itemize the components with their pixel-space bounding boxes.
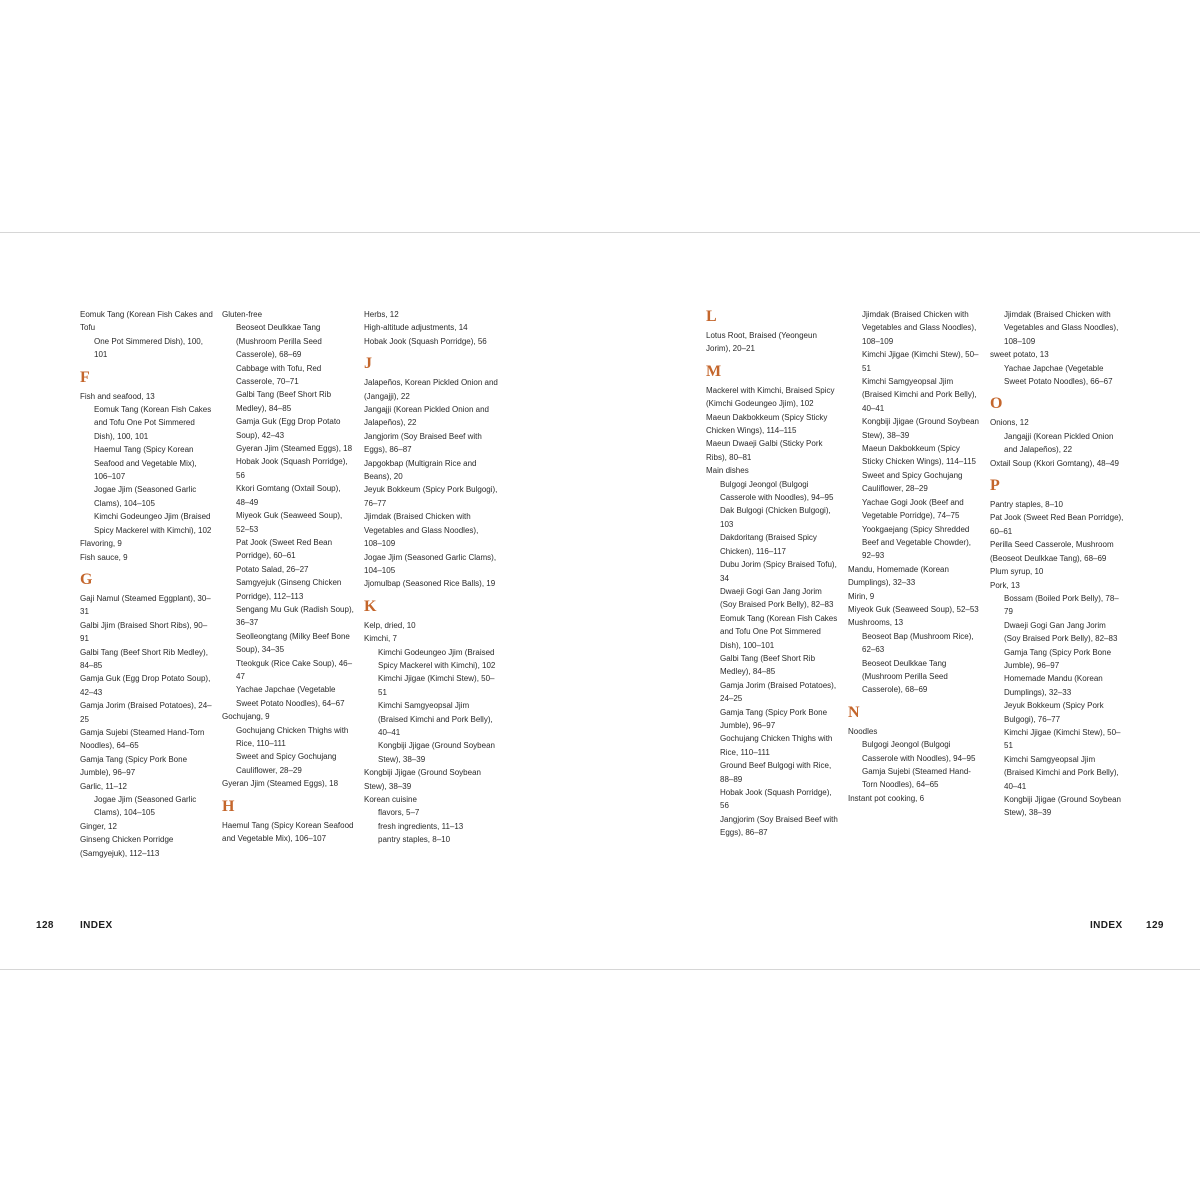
index-entry: Perilla Seed Casserole, Mushroom (Beoseot Deulkkae Tang), 68–69	[990, 540, 1114, 563]
index-entry: sweet potato, 13	[990, 350, 1049, 360]
index-letter-heading: H	[222, 797, 235, 815]
index-entry: Galbi Jjim (Braised Short Ribs), 90–91	[80, 620, 208, 644]
index-entry: Jjimdak (Braised Chicken with Vegetables and Glass Noodles), 108–109	[364, 512, 479, 549]
index-column-2	[222, 308, 356, 845]
index-subentry: Maeun Dakbokkeum (Spicy Sticky Chicken Wings), 114–115	[862, 444, 976, 467]
index-entry: Instant pot cooking, 6	[848, 793, 925, 803]
index-entry: Jogae Jjim (Seasoned Garlic Clams), 104–105	[364, 552, 497, 575]
index-entry: Gamja Sujebi (Steamed Hand-Torn Noodles), 64–65	[80, 727, 205, 751]
index-entry: Flavoring, 9	[80, 539, 122, 549]
index-subentry: Gochujang Chicken Thighs with Rice, 110–111	[236, 725, 349, 748]
index-subentry: Dwaeji Gogi Gan Jang Jorim (Soy Braised Pork Belly), 82–83	[1004, 620, 1118, 644]
index-entry: Main dishes	[706, 466, 749, 476]
index-subentry: Gamja Tang (Spicy Pork Bone Jumble), 96–97	[720, 707, 828, 730]
index-entry: Noodles	[848, 726, 878, 736]
index-letter-heading: J	[364, 355, 372, 373]
index-subentry: Jangajji (Korean Pickled Onion and Jalapeños), 22	[1004, 431, 1114, 455]
index-entry: Onions, 12	[990, 418, 1029, 428]
index-entry: Jalapeños, Korean Pickled Onion and (Jangajji), 22	[364, 378, 498, 401]
index-subentry: Samgyejuk (Ginseng Chicken Porridge), 112–113	[236, 578, 342, 601]
index-column-6	[990, 308, 1124, 820]
index-column-3	[364, 308, 498, 847]
index-column-4	[706, 308, 840, 840]
index-entry: Lotus Root, Braised (Yeongeun Jorim), 20–21	[706, 331, 817, 354]
index-entry: Hobak Jook (Squash Porridge), 56	[364, 336, 487, 346]
index-subentry: Kimchi Samgyeopsal Jjim (Braised Kimchi and Pork Belly), 40–41	[378, 701, 493, 737]
index-subentry: Kongbiji Jjigae (Ground Soybean Stew), 38–39	[378, 741, 495, 764]
index-subentry: Jogae Jjim (Seasoned Garlic Clams), 104–105	[94, 795, 197, 818]
index-subentry: Gyeran Jjim (Steamed Eggs), 18	[236, 444, 353, 454]
index-subentry: Haemul Tang (Spicy Korean Seafood and Vegetable Mix), 106–107	[94, 445, 197, 482]
index-entry: Ginseng Chicken Porridge (Samgyejuk), 112–113	[80, 835, 174, 858]
index-subentry: Dwaeji Gogi Gan Jang Jorim (Soy Braised Pork Belly), 82–83	[720, 586, 834, 610]
index-column-5	[848, 308, 982, 805]
index-subentry: Jjimdak (Braised Chicken with Vegetables and Glass Noodles), 108–109	[862, 310, 977, 346]
index-entry: Ginger, 12	[80, 821, 117, 831]
index-subentry: Gamja Sujebi (Steamed Hand-Torn Noodles), 64–65	[862, 767, 971, 790]
index-subentry: Pat Jook (Sweet Red Bean Porridge), 60–61	[236, 537, 333, 561]
index-subentry: Yachae Gogi Jook (Beef and Vegetable Porridge), 74–75	[862, 497, 964, 521]
index-entry: Fish and seafood, 13	[80, 391, 155, 401]
left-page-number: 128	[36, 920, 54, 931]
index-entry: Maeun Dakbokkeum (Spicy Sticky Chicken Wings), 114–115	[706, 412, 828, 436]
index-subentry: Dubu Jorim (Spicy Braised Tofu), 34	[720, 560, 837, 583]
index-subentry: Gamja Guk (Egg Drop Potato Soup), 42–43	[236, 417, 341, 440]
index-letter-heading: M	[706, 362, 722, 380]
index-subentry: Potato Salad, 26–27	[236, 564, 309, 574]
index-subentry: Beoseot Deulkkae Tang (Mushroom Perilla Seed Casserole), 68–69	[236, 323, 322, 360]
index-subentry: Kongbiji Jjigae (Ground Soybean Stew), 38–39	[1004, 795, 1121, 818]
index-entry: Korean cuisine	[364, 795, 417, 804]
index-subentry: Tteokguk (Rice Cake Soup), 46–47	[236, 658, 353, 681]
index-subentry: Kkori Gomtang (Oxtail Soup), 48–49	[236, 484, 341, 507]
index-entry: Maeun Dwaeji Galbi (Sticky Pork Ribs), 80–81	[706, 439, 823, 462]
index-entry: Gamja Jorim (Braised Potatoes), 24–25	[80, 701, 212, 724]
index-subentry: Yookgaejang (Spicy Shredded Beef and Vegetable Chowder), 92–93	[862, 524, 971, 561]
index-subentry: Dak Bulgogi (Chicken Bulgogi), 103	[720, 506, 831, 529]
index-subentry: Sweet and Spicy Gochujang Cauliflower, 28–29	[236, 752, 337, 775]
right-page-number: 129	[1146, 920, 1164, 931]
index-subentry: Kimchi Jjigae (Kimchi Stew), 50–51	[1004, 727, 1121, 751]
index-subentry: flavors, 5–7	[378, 808, 420, 818]
index-subentry: Jeyuk Bokkeum (Spicy Pork Bulgogi), 76–77	[1004, 701, 1104, 724]
index-entry: Gaji Namul (Steamed Eggplant), 30–31	[80, 593, 211, 617]
index-subentry: Beoseot Bap (Mushroom Rice), 62–63	[862, 631, 974, 655]
index-subentry: Kimchi Jjigae (Kimchi Stew), 50–51	[378, 674, 495, 697]
index-letter-heading: P	[990, 477, 1000, 495]
index-entry: High-altitude adjustments, 14	[364, 323, 468, 333]
index-subentry: fresh ingredients, 11–13	[378, 821, 464, 831]
index-subentry: pantry staples, 8–10	[378, 835, 451, 845]
index-subentry: Yachae Japchae (Vegetable Sweet Potato Noodles), 64–67	[236, 685, 345, 708]
index-subentry: Eomuk Tang (Korean Fish Cakes and Tofu One Pot Simmered Dish), 100, 101	[94, 405, 212, 441]
index-entry: Pantry staples, 8–10	[990, 500, 1063, 510]
index-subentry: Homemade Mandu (Korean Dumplings), 32–33	[1004, 674, 1103, 697]
index-entry: Gluten-free	[222, 310, 263, 319]
index-entry: Jangjorim (Soy Braised Beef with Eggs), 86–87	[364, 431, 482, 455]
index-entry: Mirin, 9	[848, 591, 875, 601]
index-subentry: Yachae Japchae (Vegetable Sweet Potato Noodles), 66–67	[1004, 363, 1113, 387]
index-subentry: Dakdoritang (Braised Spicy Chicken), 116–117	[720, 533, 817, 556]
index-subentry: Jogae Jjim (Seasoned Garlic Clams), 104–105	[94, 485, 197, 508]
left-running-head: INDEX	[80, 920, 113, 931]
index-entry: Pork, 13	[990, 580, 1020, 590]
index-subentry: Kimchi Godeungeo Jjim (Braised Spicy Mackerel with Kimchi), 102	[378, 647, 496, 670]
index-letter-heading: O	[990, 395, 1003, 413]
index-subentry: Hobak Jook (Squash Porridge), 56	[236, 457, 348, 480]
index-letter-heading: L	[706, 308, 717, 325]
index-subentry: Galbi Tang (Beef Short Rib Medley), 84–85	[720, 653, 816, 677]
index-subentry: Gochujang Chicken Thighs with Rice, 110–111	[720, 734, 833, 757]
index-entry: Mushrooms, 13	[848, 618, 904, 628]
index-subentry: Bulgogi Jeongol (Bulgogi Casserole with Noodles), 94–95	[862, 740, 976, 763]
index-subentry: Galbi Tang (Beef Short Rib Medley), 84–85	[236, 390, 332, 413]
index-subentry: Kongbiji Jjigae (Ground Soybean Stew), 38–39	[862, 417, 979, 440]
index-entry: Herbs, 12	[364, 310, 399, 319]
index-subentry: Gamja Jorim (Braised Potatoes), 24–25	[720, 680, 837, 704]
index-subentry: Kimchi Samgyeopsal Jjim (Braised Kimchi and Pork Belly), 40–41	[1004, 754, 1119, 791]
index-subentry: Kimchi Godeungeo Jjim (Braised Spicy Mackerel with Kimchi), 102	[94, 512, 212, 535]
right-running-head: INDEX	[1090, 920, 1123, 931]
index-entry: Plum syrup, 10	[990, 567, 1044, 577]
index-entry: Oxtail Soup (Kkori Gomtang), 48–49	[990, 458, 1119, 468]
index-subentry: Eomuk Tang (Korean Fish Cakes and Tofu One Pot Simmered Dish), 100–101	[720, 613, 838, 650]
index-entry: Kongbiji Jjigae (Ground Soybean Stew), 38–39	[364, 768, 481, 791]
index-entry: Mackerel with Kimchi, Braised Spicy (Kimchi Godeungeo Jjim), 102	[706, 385, 835, 409]
index-entry: Pat Jook (Sweet Red Bean Porridge), 60–61	[990, 513, 1124, 536]
index-subentry: Sengang Mu Guk (Radish Soup), 36–37	[236, 604, 354, 628]
index-entry: Haemul Tang (Spicy Korean Seafood and Vegetable Mix), 106–107	[222, 820, 354, 844]
index-entry: Kelp, dried, 10	[364, 620, 416, 630]
index-entry: Gyeran Jjim (Steamed Eggs), 18	[222, 779, 339, 789]
index-subentry: Cabbage with Tofu, Red Casserole, 70–71	[236, 363, 322, 387]
index-subentry: Hobak Jook (Squash Porridge), 56	[720, 788, 832, 811]
index-entry: Jeyuk Bokkeum (Spicy Pork Bulgogi), 76–77	[364, 485, 498, 508]
index-entry: Kimchi, 7	[364, 634, 397, 644]
index-subentry: Jangjorim (Soy Braised Beef with Eggs), 86–87	[720, 814, 838, 838]
index-subentry: Kimchi Samgyeopsal Jjim (Braised Kimchi and Pork Belly), 40–41	[862, 377, 977, 413]
index-letter-heading: N	[848, 703, 860, 721]
index-subentry: Seolleongtang (Milky Beef Bone Soup), 34–35	[236, 631, 350, 655]
index-entry: Gamja Tang (Spicy Pork Bone Jumble), 96–97	[80, 754, 188, 778]
index-subentry: Gamja Tang (Spicy Pork Bone Jumble), 96–97	[1004, 647, 1112, 670]
index-entry: Fish sauce, 9	[80, 552, 128, 562]
index-letter-heading: F	[80, 368, 90, 386]
index-column-1	[80, 308, 214, 860]
index-entry: Miyeok Guk (Seaweed Soup), 52–53	[848, 604, 979, 614]
index-subentry: Kimchi Jjigae (Kimchi Stew), 50–51	[862, 350, 979, 373]
index-entry: Galbi Tang (Beef Short Rib Medley), 84–85	[80, 647, 208, 670]
index-entry: Jjomulbap (Seasoned Rice Balls), 19	[364, 579, 496, 589]
index-subentry: Bossam (Boiled Pork Belly), 78–79	[1004, 593, 1119, 617]
index-entry: Gochujang, 9	[222, 712, 270, 722]
index-entry: Eomuk Tang (Korean Fish Cakes and Tofu	[80, 310, 213, 333]
index-entry: Gamja Guk (Egg Drop Potato Soup), 42–43	[80, 674, 211, 697]
index-subentry: Ground Beef Bulgogi with Rice, 88–89	[720, 761, 832, 784]
index-letter-heading: G	[80, 570, 93, 588]
index-subentry: Bulgogi Jeongol (Bulgogi Casserole with Noodles), 94–95	[720, 479, 834, 503]
index-entry: Jangajji (Korean Pickled Onion and Jalapeños), 22	[364, 405, 489, 428]
index-subentry: Sweet and Spicy Gochujang Cauliflower, 28–29	[862, 470, 963, 494]
index-subentry: Beoseot Deulkkae Tang (Mushroom Perilla Seed Casserole), 68–69	[862, 658, 948, 695]
index-subentry: Miyeok Guk (Seaweed Soup), 52–53	[236, 511, 343, 534]
index-subentry: Jjimdak (Braised Chicken with Vegetables and Glass Noodles), 108–109	[1004, 310, 1119, 346]
index-entry: Japgokbap (Multigrain Rice and Beans), 20	[364, 458, 477, 482]
index-entry: Garlic, 11–12	[80, 781, 127, 791]
index-subentry: One Pot Simmered Dish), 100, 101	[94, 336, 203, 360]
index-entry: Mandu, Homemade (Korean Dumplings), 32–33	[848, 564, 949, 588]
index-letter-heading: K	[364, 597, 377, 615]
